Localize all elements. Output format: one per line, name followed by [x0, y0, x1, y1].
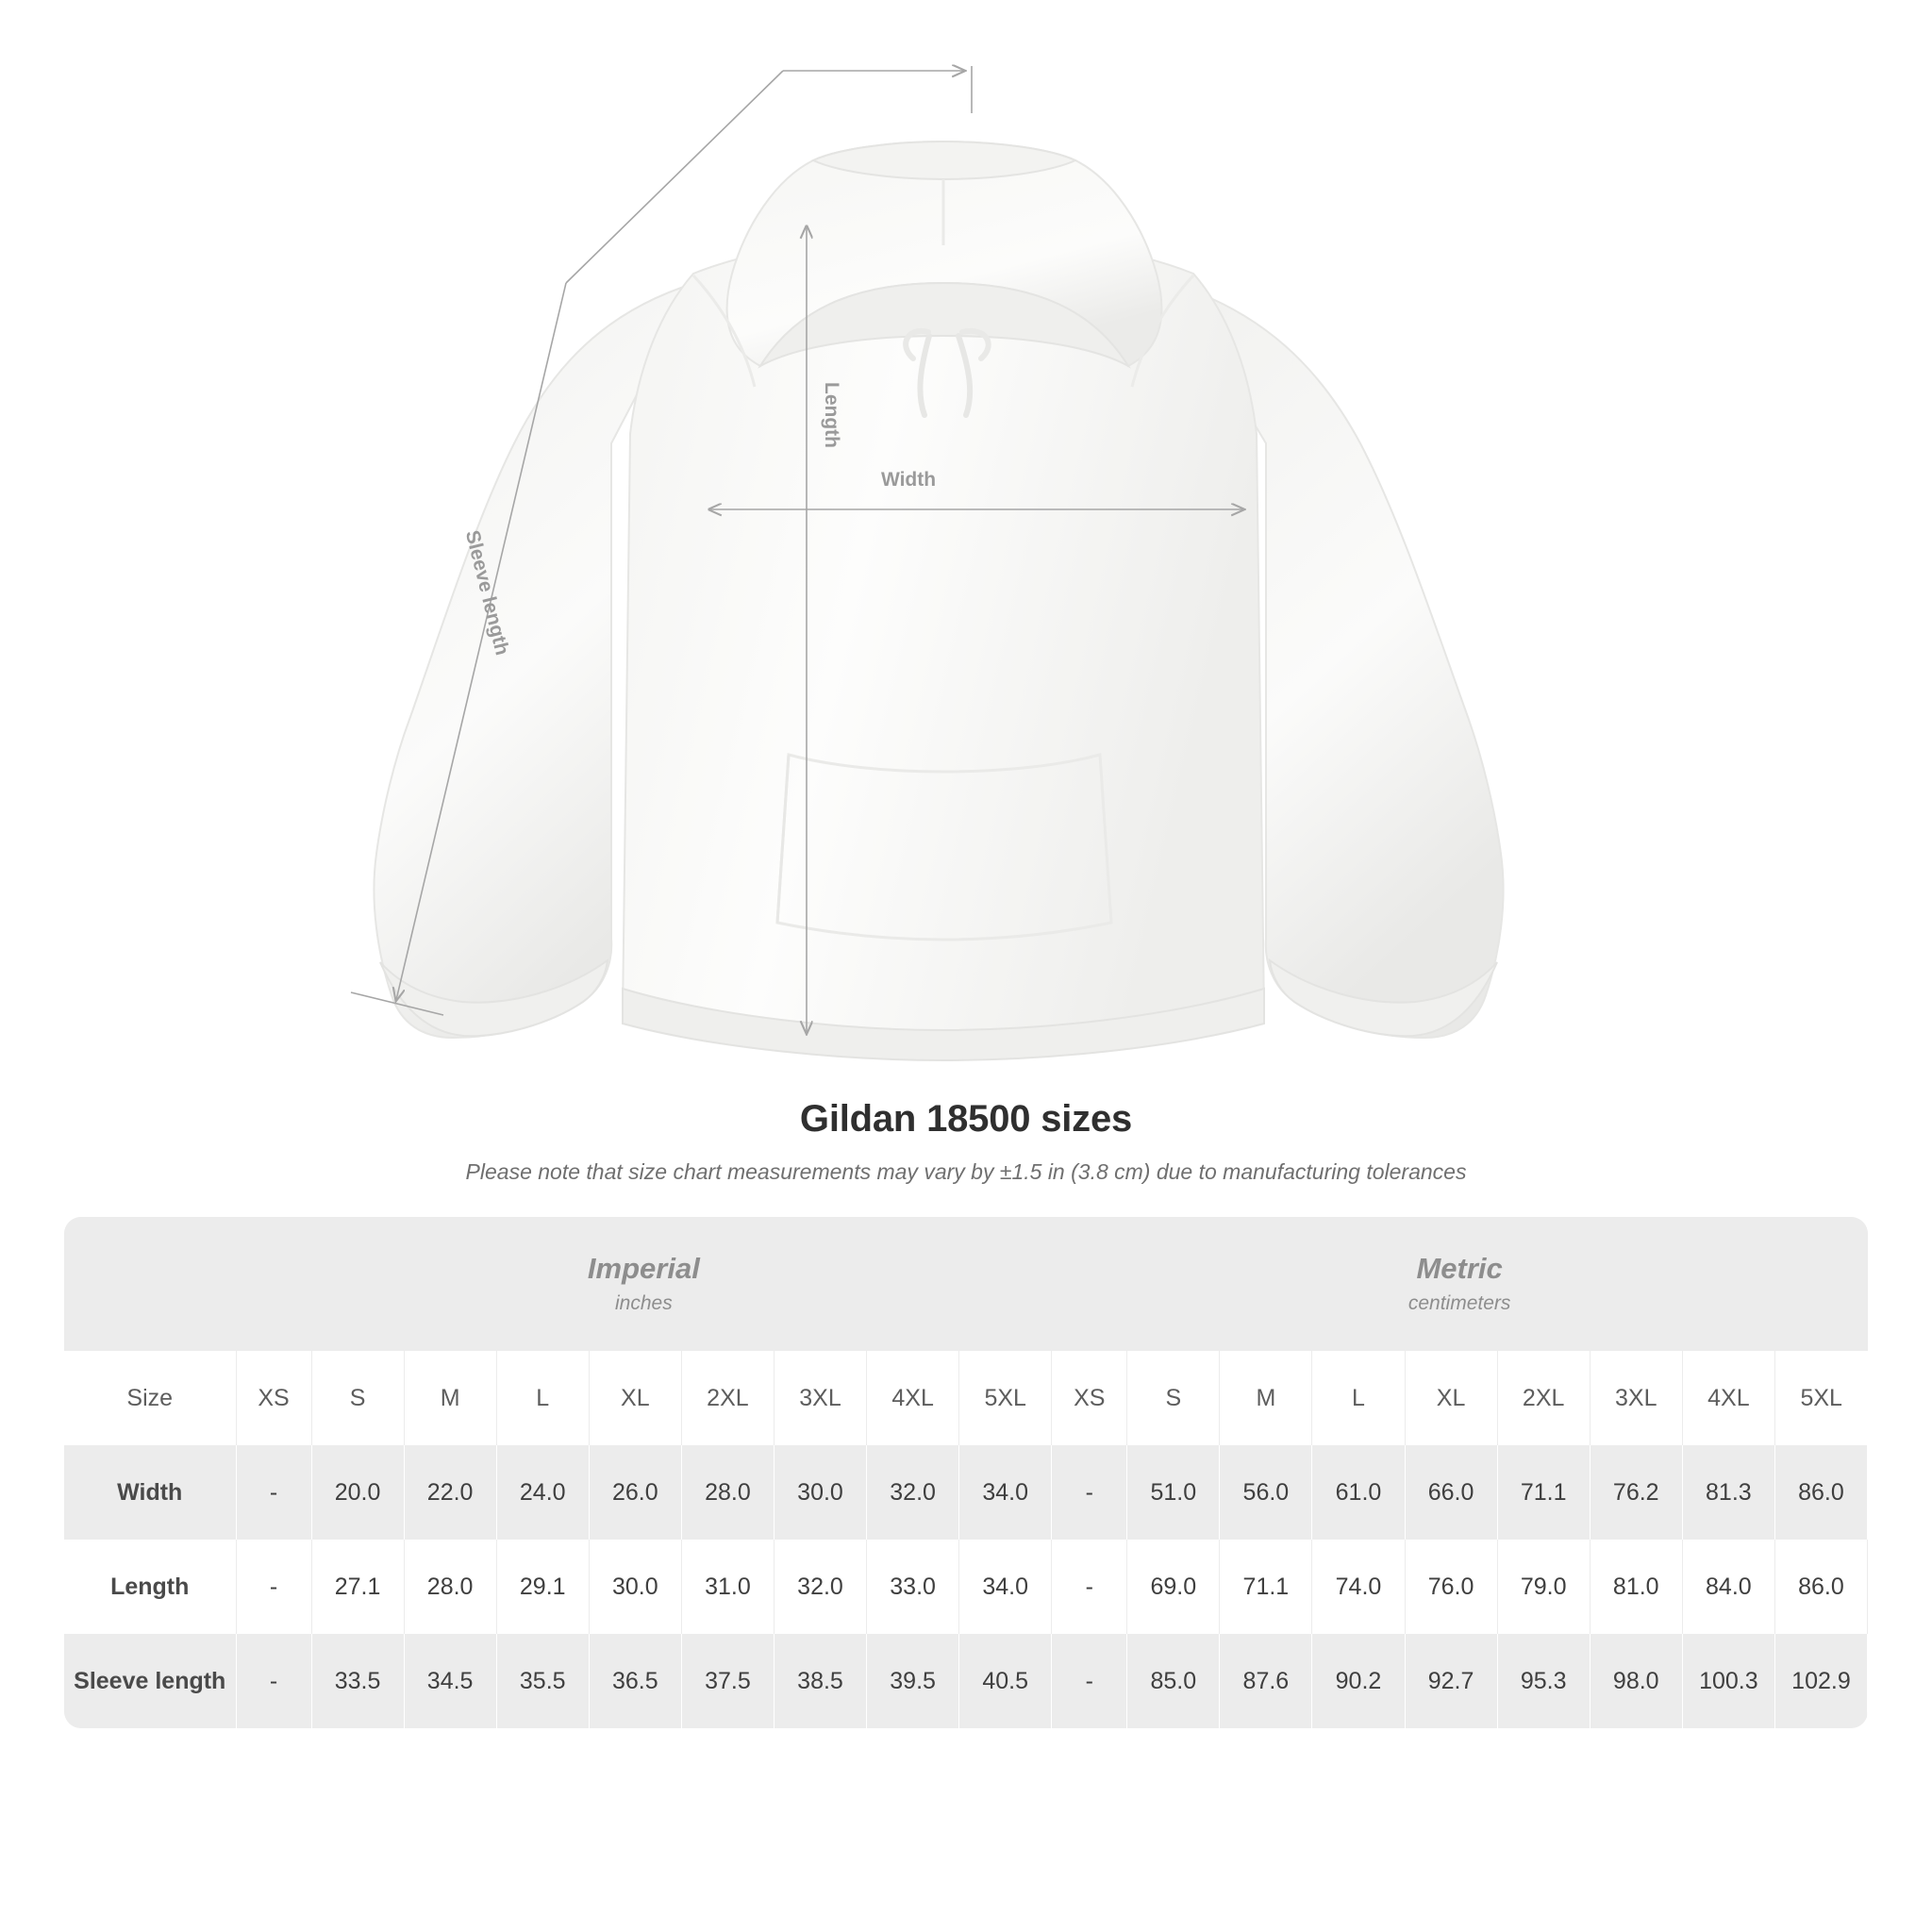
header-metric-2xl: 2XL: [1497, 1351, 1590, 1445]
size-header-row: [64, 1351, 1868, 1445]
cell-length-imperial-2xl: 31.0: [681, 1540, 774, 1634]
header-metric-xs: XS: [1052, 1351, 1127, 1445]
header-metric-3xl: 3XL: [1590, 1351, 1682, 1445]
cell-sleeve-metric-2xl: 95.3: [1497, 1634, 1590, 1728]
cell-length-metric-m: 71.1: [1220, 1540, 1312, 1634]
table-row: [64, 1634, 1868, 1728]
cell-length-metric-3xl: 81.0: [1590, 1540, 1682, 1634]
unit-imperial-sub: inches: [615, 1292, 673, 1315]
header-metric-l: L: [1312, 1351, 1405, 1445]
cell-length-metric-xl: 76.0: [1405, 1540, 1497, 1634]
cell-width-metric-s: 51.0: [1127, 1445, 1220, 1540]
header-imperial-xl: XL: [589, 1351, 681, 1445]
cell-length-imperial-5xl: 34.0: [959, 1540, 1052, 1634]
cell-length-imperial-xs: -: [236, 1540, 311, 1634]
unit-imperial: [236, 1217, 1052, 1351]
cell-length-metric-s: 69.0: [1127, 1540, 1220, 1634]
header-metric-5xl: 5XL: [1774, 1351, 1867, 1445]
unit-metric-name: Metric: [1416, 1251, 1503, 1285]
cell-sleeve-metric-xs: -: [1052, 1634, 1127, 1728]
row-label-sleeve-length: Sleeve length: [64, 1634, 236, 1728]
header-imperial-l: L: [496, 1351, 589, 1445]
header-imperial-s: S: [311, 1351, 404, 1445]
table-row: [64, 1540, 1868, 1634]
header-metric-4xl: 4XL: [1682, 1351, 1774, 1445]
sleeve-length-label: Sleeve length: [460, 527, 513, 658]
cell-width-imperial-5xl: 34.0: [959, 1445, 1052, 1540]
cell-sleeve-imperial-s: 33.5: [311, 1634, 404, 1728]
cell-width-imperial-xs: -: [236, 1445, 311, 1540]
cell-length-imperial-4xl: 33.0: [867, 1540, 959, 1634]
cell-length-metric-4xl: 84.0: [1682, 1540, 1774, 1634]
cell-sleeve-imperial-xl: 36.5: [589, 1634, 681, 1728]
row-label-width: Width: [64, 1445, 236, 1540]
tolerance-note: Please note that size chart measurements may vary by ±1.5 in (3.8 cm) due to manufacturing tolerances: [465, 1159, 1467, 1184]
cell-sleeve-metric-m: 87.6: [1220, 1634, 1312, 1728]
cell-sleeve-imperial-4xl: 39.5: [867, 1634, 959, 1728]
cell-sleeve-metric-l: 90.2: [1312, 1634, 1405, 1728]
hoodie-artwork: [374, 142, 1503, 1060]
cell-length-imperial-s: 27.1: [311, 1540, 404, 1634]
cell-width-imperial-s: 20.0: [311, 1445, 404, 1540]
header-imperial-m: M: [404, 1351, 496, 1445]
cell-width-metric-3xl: 76.2: [1590, 1445, 1682, 1540]
width-label: Width: [880, 469, 937, 491]
cell-sleeve-imperial-3xl: 38.5: [774, 1634, 866, 1728]
cell-width-metric-5xl: 86.0: [1774, 1445, 1867, 1540]
cell-sleeve-metric-xl: 92.7: [1405, 1634, 1497, 1728]
page-title: Gildan 18500 sizes: [799, 1098, 1133, 1140]
unit-metric: [1052, 1217, 1868, 1351]
cell-sleeve-imperial-m: 34.5: [404, 1634, 496, 1728]
cell-width-metric-xs: -: [1052, 1445, 1127, 1540]
cell-sleeve-imperial-2xl: 37.5: [681, 1634, 774, 1728]
cell-width-metric-4xl: 81.3: [1682, 1445, 1774, 1540]
header-imperial-3xl: 3XL: [774, 1351, 866, 1445]
size-table-container: [64, 1217, 1868, 1728]
title-block: [0, 1098, 1932, 1185]
cell-sleeve-metric-3xl: 98.0: [1590, 1634, 1682, 1728]
cell-width-imperial-xl: 26.0: [589, 1445, 681, 1540]
cell-width-imperial-4xl: 32.0: [867, 1445, 959, 1540]
cell-length-metric-xs: -: [1052, 1540, 1127, 1634]
header-imperial-5xl: 5XL: [959, 1351, 1052, 1445]
cell-sleeve-metric-s: 85.0: [1127, 1634, 1220, 1728]
cell-sleeve-metric-5xl: 102.9: [1774, 1634, 1867, 1728]
unit-header-row: [64, 1217, 1868, 1351]
unit-metric-sub: centimeters: [1407, 1292, 1511, 1315]
cell-length-metric-2xl: 79.0: [1497, 1540, 1590, 1634]
cell-width-imperial-3xl: 30.0: [774, 1445, 866, 1540]
cell-width-metric-m: 56.0: [1220, 1445, 1312, 1540]
row-label-length: Length: [64, 1540, 236, 1634]
header-imperial-xs: XS: [236, 1351, 311, 1445]
cell-length-imperial-xl: 30.0: [589, 1540, 681, 1634]
header-imperial-4xl: 4XL: [867, 1351, 959, 1445]
cell-width-metric-l: 61.0: [1312, 1445, 1405, 1540]
cell-length-imperial-l: 29.1: [496, 1540, 589, 1634]
unit-imperial-name: Imperial: [587, 1251, 700, 1285]
cell-sleeve-imperial-l: 35.5: [496, 1634, 589, 1728]
cell-width-imperial-2xl: 28.0: [681, 1445, 774, 1540]
cell-width-metric-xl: 66.0: [1405, 1445, 1497, 1540]
cell-length-metric-l: 74.0: [1312, 1540, 1405, 1634]
cell-length-imperial-3xl: 32.0: [774, 1540, 866, 1634]
cell-sleeve-metric-4xl: 100.3: [1682, 1634, 1774, 1728]
size-table: [64, 1217, 1868, 1728]
header-metric-m: M: [1220, 1351, 1312, 1445]
cell-length-metric-5xl: 86.0: [1774, 1540, 1867, 1634]
length-label: Length: [821, 382, 842, 448]
table-row: [64, 1445, 1868, 1540]
unit-spacer: [64, 1217, 236, 1351]
header-size-label: Size: [64, 1351, 236, 1445]
cell-sleeve-imperial-5xl: 40.5: [959, 1634, 1052, 1728]
header-metric-s: S: [1127, 1351, 1220, 1445]
cell-width-imperial-l: 24.0: [496, 1445, 589, 1540]
header-imperial-2xl: 2XL: [681, 1351, 774, 1445]
cell-sleeve-imperial-xs: -: [236, 1634, 311, 1728]
cell-length-imperial-m: 28.0: [404, 1540, 496, 1634]
cell-width-imperial-m: 22.0: [404, 1445, 496, 1540]
cell-width-metric-2xl: 71.1: [1497, 1445, 1590, 1540]
header-metric-xl: XL: [1405, 1351, 1497, 1445]
